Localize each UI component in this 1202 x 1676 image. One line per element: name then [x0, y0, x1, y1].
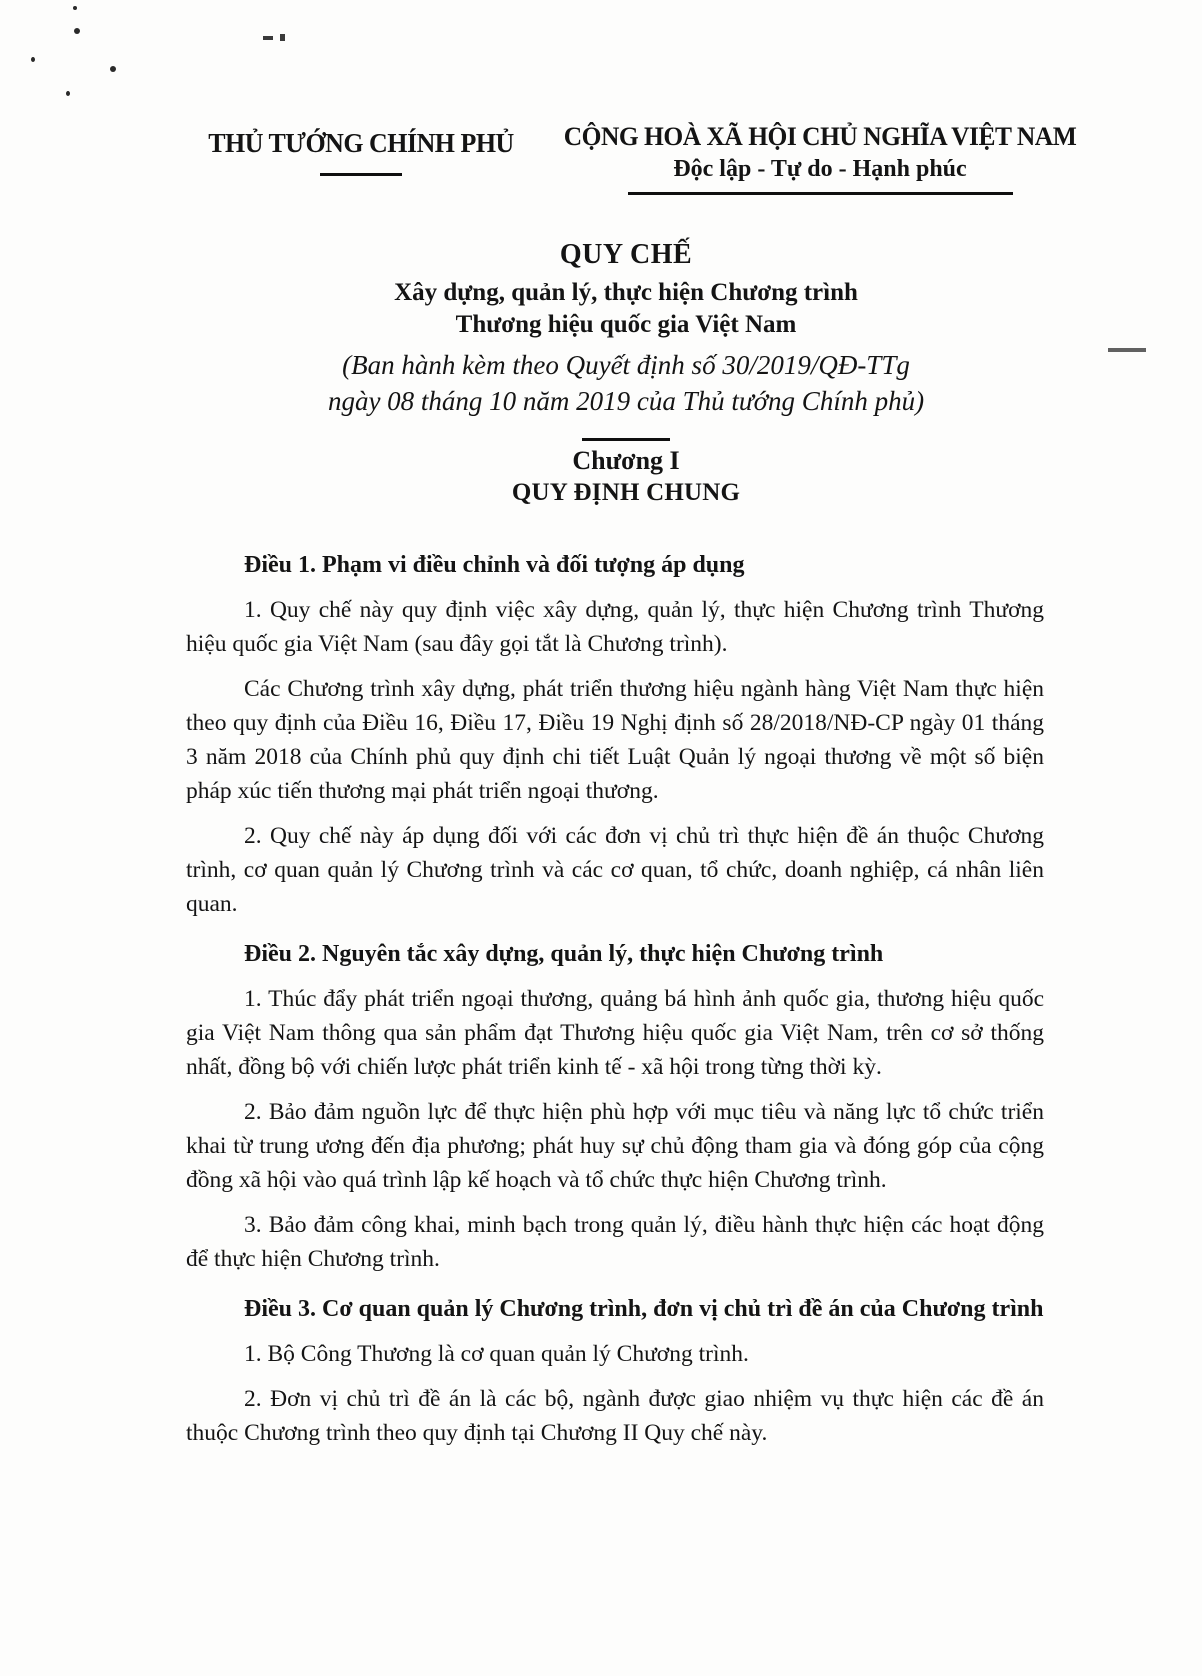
article-3-heading: Điều 3. Cơ quan quản lý Chương trình, đơn vị chủ trì đề án của Chương trình — [244, 1296, 1044, 1322]
document-title-block — [186, 239, 1066, 441]
document-subtitle-line2: Thương hiệu quốc gia Việt Nam — [455, 311, 797, 338]
scan-smudge — [1108, 348, 1146, 352]
document-body — [186, 548, 1044, 1450]
article-1-paragraph-2: Các Chương trình xây dựng, phát triển thương hiệu ngành hàng Việt Nam thực hiện theo quy định của Điều 16, Điều 17, Điều 19 Nghị định số 28/2018/NĐ-CP ngày 01 tháng 3 năm 2018 của Chính phủ quy định chi tiết Luật Quản lý ngoại thương về một số biện pháp xúc tiến thương mại phát triển ngoại thương. — [186, 676, 1044, 804]
document-title: QUY CHẾ — [559, 239, 693, 270]
article-1-paragraph-3: 2. Quy chế này áp dụng đối với các đơn vị chủ trì thực hiện đề án thuộc Chương trình, cơ quan quản lý Chương trình và các cơ quan, tổ chức, doanh nghiệp, cá nhân liên quan. — [186, 823, 1044, 917]
scan-smudge — [263, 36, 273, 40]
scan-speck — [31, 57, 35, 62]
article-3-paragraph-1: 1. Bộ Công Thương là cơ quan quản lý Chương trình. — [244, 1341, 749, 1367]
chapter-label: Chương I — [572, 446, 680, 475]
article-2-heading: Điều 2. Nguyên tắc xây dựng, quản lý, thực hiện Chương trình — [244, 941, 884, 967]
scan-speck — [66, 91, 70, 96]
article-2-paragraph-2: 2. Bảo đảm nguồn lực để thực hiện phù hợp với mục tiêu và năng lực tổ chức triển khai từ trung ương đến địa phương; phát huy sự chủ động tham gia và đóng góp của cộng đồng xã hội vào quá trình lập kế hoạch và tổ chức thực hiện Chương trình. — [186, 1099, 1044, 1193]
issuing-agency-block — [196, 128, 526, 176]
article-1-heading: Điều 1. Phạm vi điều chỉnh và đối tượng áp dụng — [244, 552, 745, 578]
article-3-paragraph-2: 2. Đơn vị chủ trì đề án là các bộ, ngành được giao nhiệm vụ thực hiện các đề án thuộc Chương trình theo quy định tại Chương II Quy chế này. — [186, 1386, 1044, 1446]
motto-underline — [628, 192, 1013, 195]
scan-speck — [110, 66, 116, 72]
chapter-title: QUY ĐỊNH CHUNG — [511, 479, 741, 506]
agency-underline — [320, 173, 402, 176]
scan-speck — [73, 6, 77, 10]
issuance-note-line1: (Ban hành kèm theo Quyết định số 30/2019/QĐ-TTg — [342, 350, 910, 380]
national-motto: Độc lập - Tự do - Hạnh phúc — [673, 156, 967, 182]
scan-smudge — [280, 34, 285, 41]
scan-speck — [74, 28, 80, 34]
article-2-paragraph-3: 3. Bảo đảm công khai, minh bạch trong quản lý, điều hành thực hiện các hoạt động để thực hiện Chương trình. — [186, 1212, 1044, 1272]
national-header-block — [545, 122, 1095, 195]
document-subtitle-line1: Xây dựng, quản lý, thực hiện Chương trình — [394, 279, 858, 306]
issuance-note-line2: ngày 08 tháng 10 năm 2019 của Thủ tướng Chính phủ) — [327, 386, 925, 416]
article-2-paragraph-1: 1. Thúc đẩy phát triển ngoại thương, quảng bá hình ảnh quốc gia, thương hiệu quốc gia Việt Nam thông qua sản phẩm đạt Thương hiệu quốc gia Việt Nam, trên cơ sở thống nhất, đồng bộ với chiến lược phát triển kinh tế - xã hội trong từng thời kỳ. — [186, 986, 1044, 1080]
issuing-agency-name: THỦ TƯỚNG CHÍNH PHỦ — [208, 128, 514, 158]
article-1-paragraph-1: 1. Quy chế này quy định việc xây dựng, quản lý, thực hiện Chương trình Thương hiệu quốc gia Việt Nam (sau đây gọi tắt là Chương trình). — [186, 597, 1044, 657]
title-underline — [582, 438, 670, 441]
national-title: CỘNG HOÀ XÃ HỘI CHỦ NGHĨA VIỆT NAM — [563, 122, 1077, 151]
